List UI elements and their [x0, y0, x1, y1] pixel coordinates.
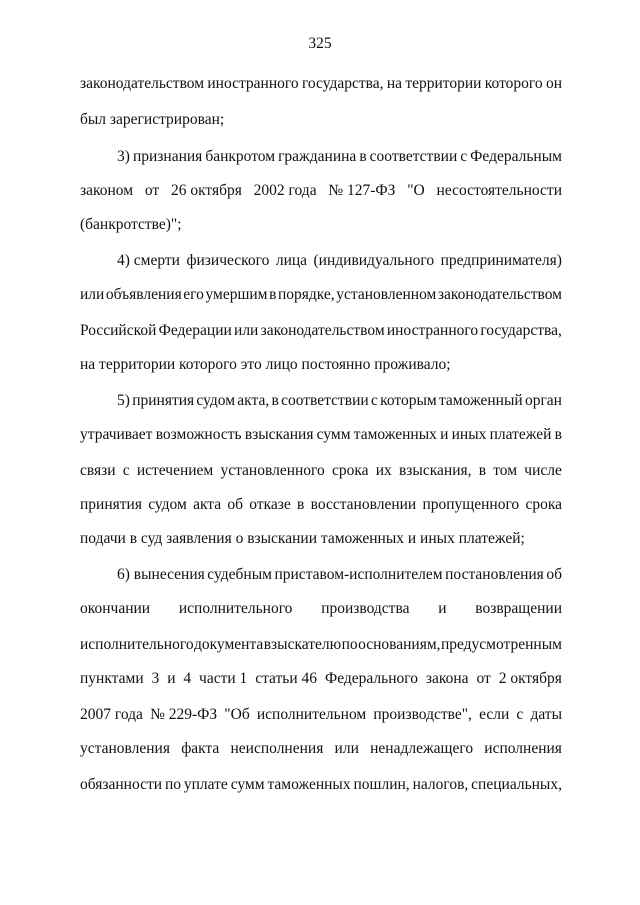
word: если: [479, 706, 510, 723]
word: или: [334, 740, 359, 757]
word: судебным: [207, 566, 272, 583]
word: постановления: [445, 566, 544, 583]
word: об: [546, 566, 562, 583]
word: от: [144, 182, 160, 199]
word: его: [183, 286, 204, 303]
word: на территории которого это лицо постоянно проживало;: [80, 356, 451, 373]
word: исполнительном: [256, 706, 367, 723]
word: в: [478, 462, 487, 479]
word: он: [545, 75, 562, 92]
word: взыскания: [244, 426, 314, 443]
word: установления: [80, 740, 170, 757]
word: государства,: [480, 322, 562, 339]
word: срока: [331, 462, 369, 479]
word: Федерального: [324, 670, 418, 687]
word: их: [375, 462, 392, 479]
text-line: [117, 250, 562, 272]
word: физического: [186, 252, 270, 269]
word: основаниям,: [358, 636, 441, 653]
text-line: [80, 424, 562, 446]
word: подачи в суд заявления о взыскании таможенных и иных платежей;: [80, 530, 525, 547]
word: 4) смерти: [117, 252, 180, 269]
text-line: [80, 214, 562, 236]
word: по: [164, 776, 181, 793]
word: законодательством: [260, 322, 385, 339]
word: или: [80, 286, 105, 303]
word: акта: [193, 496, 222, 513]
word: территории: [405, 75, 482, 92]
word: факта: [181, 740, 220, 757]
text-line: [80, 774, 562, 796]
word: иностранного: [207, 75, 299, 92]
word: срока: [525, 496, 562, 513]
word: установленного: [220, 462, 325, 479]
word: судом: [148, 496, 187, 513]
word: гражданина: [278, 148, 357, 165]
word: акта,: [237, 392, 270, 409]
word: признания: [132, 148, 203, 165]
word: утрачивает: [80, 426, 153, 443]
word: орган: [524, 392, 562, 409]
word: 2 октября: [498, 670, 562, 687]
word: или: [234, 322, 259, 339]
word: таможенных: [267, 776, 351, 793]
text-line: [80, 634, 562, 656]
text-line: [80, 354, 562, 376]
word: числе: [524, 462, 562, 479]
word: возвращении: [475, 600, 562, 617]
word: 2007 года: [80, 706, 143, 723]
text-line: [80, 668, 562, 690]
word: которым: [380, 392, 437, 409]
word: несостоятельности: [436, 182, 562, 199]
word: в: [359, 148, 367, 165]
word: с: [516, 706, 524, 723]
word: и: [438, 600, 447, 617]
page-number: 325: [308, 35, 332, 52]
word: иных: [451, 426, 487, 443]
word: объявления: [105, 286, 182, 303]
word: специальных,: [471, 776, 562, 793]
word: уплате: [183, 776, 228, 793]
text-line: [80, 598, 562, 620]
word: неисполнения: [230, 740, 324, 757]
word: № 127-ФЗ: [328, 182, 396, 199]
word: сумм: [316, 426, 351, 443]
word: "О: [407, 182, 425, 199]
word: которого: [484, 75, 543, 92]
word: установленном: [336, 286, 437, 303]
text-line: [117, 146, 562, 168]
word: 5): [117, 392, 130, 409]
word: истечением: [136, 462, 214, 479]
word: в: [271, 392, 279, 409]
text-line: [80, 738, 562, 760]
word: даты: [530, 706, 562, 723]
word: окончании: [80, 600, 151, 617]
word: возможность: [155, 426, 242, 443]
word: соответствии: [281, 392, 369, 409]
word: исполнительного: [80, 636, 194, 653]
word: том: [493, 462, 518, 479]
word: восстановлении: [310, 496, 417, 513]
text-line: [80, 180, 562, 202]
word: пропущенного: [422, 496, 520, 513]
text-line: [117, 564, 562, 586]
word: в: [297, 496, 305, 513]
text-line: [117, 390, 562, 412]
word: производстве",: [373, 706, 472, 723]
word: по: [341, 636, 358, 653]
word: умершим: [205, 286, 268, 303]
word: лица: [275, 252, 308, 269]
word: государства,: [301, 75, 384, 92]
word: 2002 года: [253, 182, 317, 199]
word: законом: [80, 182, 134, 199]
word: взыскания,: [398, 462, 472, 479]
word: сумм: [230, 776, 265, 793]
word: пунктами: [80, 670, 144, 687]
word: части 1: [199, 670, 248, 687]
word: Федеральным: [470, 148, 562, 165]
word: соответствии: [369, 148, 458, 165]
word: пошлин,: [353, 776, 410, 793]
word: налогов,: [412, 776, 469, 793]
word: принятия: [80, 496, 142, 513]
word: исполнительного: [178, 600, 293, 617]
word: в: [269, 286, 277, 303]
text-line: [80, 528, 562, 550]
word: таможенных: [353, 426, 437, 443]
word: 6) вынесения: [117, 566, 205, 583]
word: 4: [183, 670, 192, 687]
word: таможенный: [438, 392, 523, 409]
word: судом: [196, 392, 236, 409]
word: об: [227, 496, 244, 513]
word: взыскателю: [263, 636, 342, 653]
word: предпринимателя): [440, 252, 562, 269]
text-line: [80, 494, 562, 516]
word: отказе: [249, 496, 291, 513]
word: статьи 46: [255, 670, 318, 687]
word: с: [460, 148, 468, 165]
word: порядке,: [277, 286, 335, 303]
word: на: [386, 75, 403, 92]
word: 26 октября: [170, 182, 242, 199]
word: № 229-ФЗ: [150, 706, 218, 723]
word: обязанности: [80, 776, 163, 793]
word: банкротом: [205, 148, 276, 165]
word: документа: [193, 636, 264, 653]
word: связи: [80, 462, 116, 479]
word: с: [122, 462, 130, 479]
word: "Об: [224, 706, 250, 723]
word: 3: [151, 670, 160, 687]
word: с: [370, 392, 378, 409]
word: в: [554, 426, 562, 443]
text-line: [80, 320, 562, 342]
word: (индивидуального: [313, 252, 435, 269]
word: и: [167, 670, 176, 687]
word: исполнения: [484, 740, 562, 757]
word: предусмотренным: [440, 636, 562, 653]
word: Российской: [80, 322, 157, 339]
word: принятия: [132, 392, 195, 409]
text-line: [80, 109, 562, 131]
word: от: [476, 670, 491, 687]
word: производства: [321, 600, 410, 617]
word: и: [440, 426, 449, 443]
word: приставом-исполнителем: [274, 566, 443, 583]
word: (банкротстве)";: [80, 216, 182, 233]
text-line: [80, 73, 562, 95]
word: Федерации: [158, 322, 232, 339]
word: законодательством: [80, 75, 205, 92]
word: 3): [117, 148, 130, 165]
word: платежей: [489, 426, 552, 443]
word: иностранного: [386, 322, 479, 339]
word: был зарегистрирован;: [80, 111, 225, 128]
word: законодательством: [437, 286, 562, 303]
text-line: [80, 284, 562, 306]
word: закона: [425, 670, 469, 687]
text-line: [80, 460, 562, 482]
text-line: [80, 704, 562, 726]
word: ненадлежащего: [370, 740, 474, 757]
